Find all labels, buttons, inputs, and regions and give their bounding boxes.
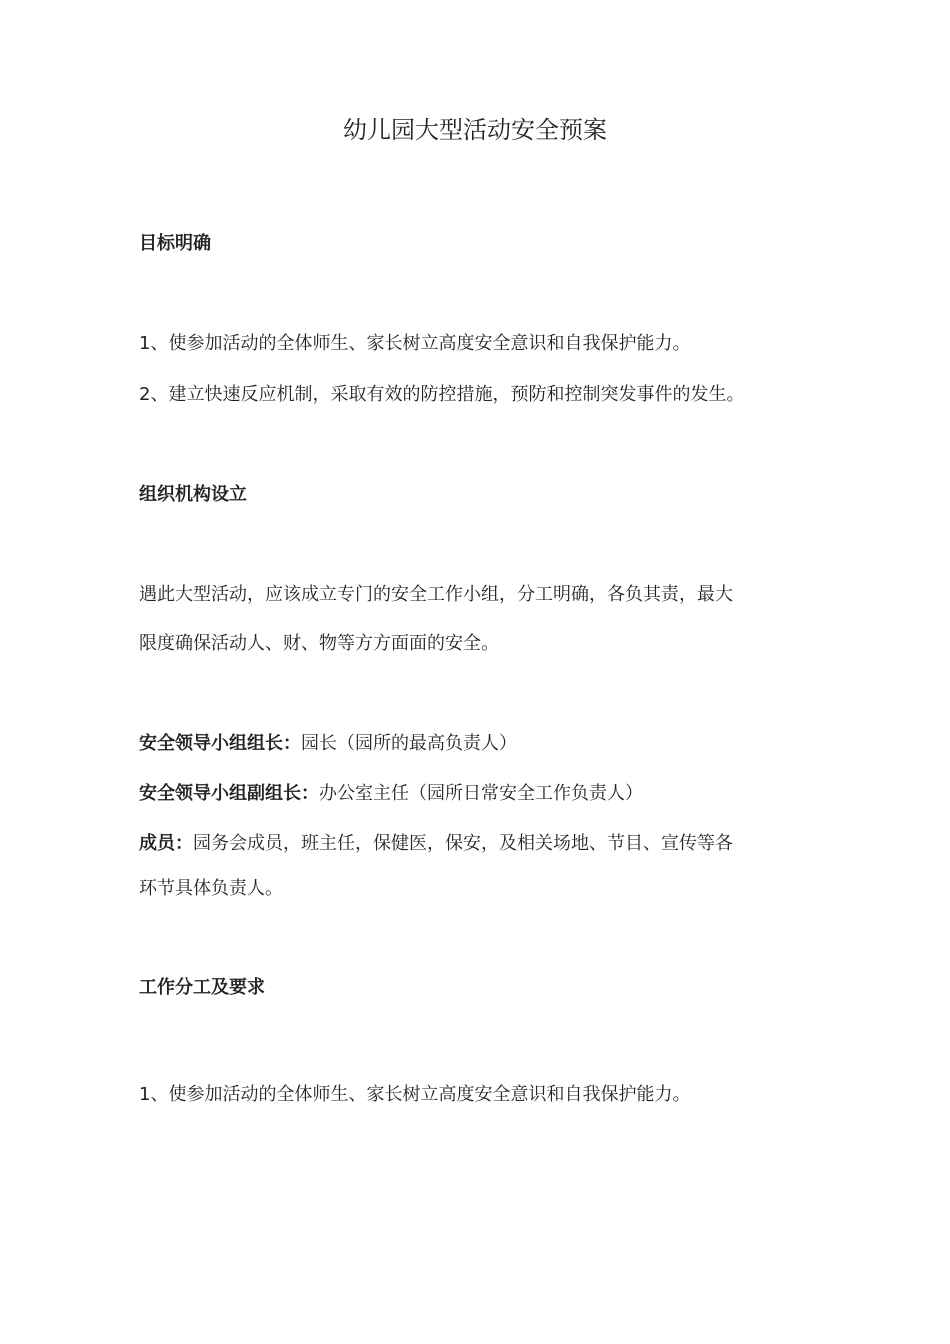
members-value-line-1: 园务会成员，班主任，保健医，保安，及相关场地、节目、宣传等各 <box>193 833 733 854</box>
section-heading-goals: 目标明确 <box>139 233 211 254</box>
organization-intro-line-1: 遇此大型活动，应该成立专门的安全工作小组，分工明确，各负其责，最大 <box>139 584 733 605</box>
section-heading-organization: 组织机构设立 <box>139 484 247 505</box>
deputy-label: 安全领导小组副组长： <box>139 783 319 804</box>
deputy-value: 办公室主任（园所日常安全工作负责人） <box>319 783 643 804</box>
document-title: 幼儿园大型活动安全预案 <box>343 116 607 144</box>
goal-item-2: 2、建立快速反应机制，采取有效的防控措施，预防和控制突发事件的发生。 <box>139 384 745 405</box>
members-line-2: 环节具体负责人。 <box>139 878 283 899</box>
members-label: 成员： <box>139 833 193 854</box>
deputy-line <box>139 780 811 808</box>
members-line-1 <box>139 830 811 858</box>
duties-item-1: 1、使参加活动的全体师生、家长树立高度安全意识和自我保护能力。 <box>139 1084 691 1105</box>
section-heading-duties: 工作分工及要求 <box>139 977 265 998</box>
goal-item-1: 1、使参加活动的全体师生、家长树立高度安全意识和自我保护能力。 <box>139 333 691 354</box>
organization-intro-line-2: 限度确保活动人、财、物等方方面面的安全。 <box>139 633 499 654</box>
leader-line <box>139 730 811 758</box>
leader-value: 园长（园所的最高负责人） <box>301 733 517 754</box>
leader-label: 安全领导小组组长： <box>139 733 301 754</box>
